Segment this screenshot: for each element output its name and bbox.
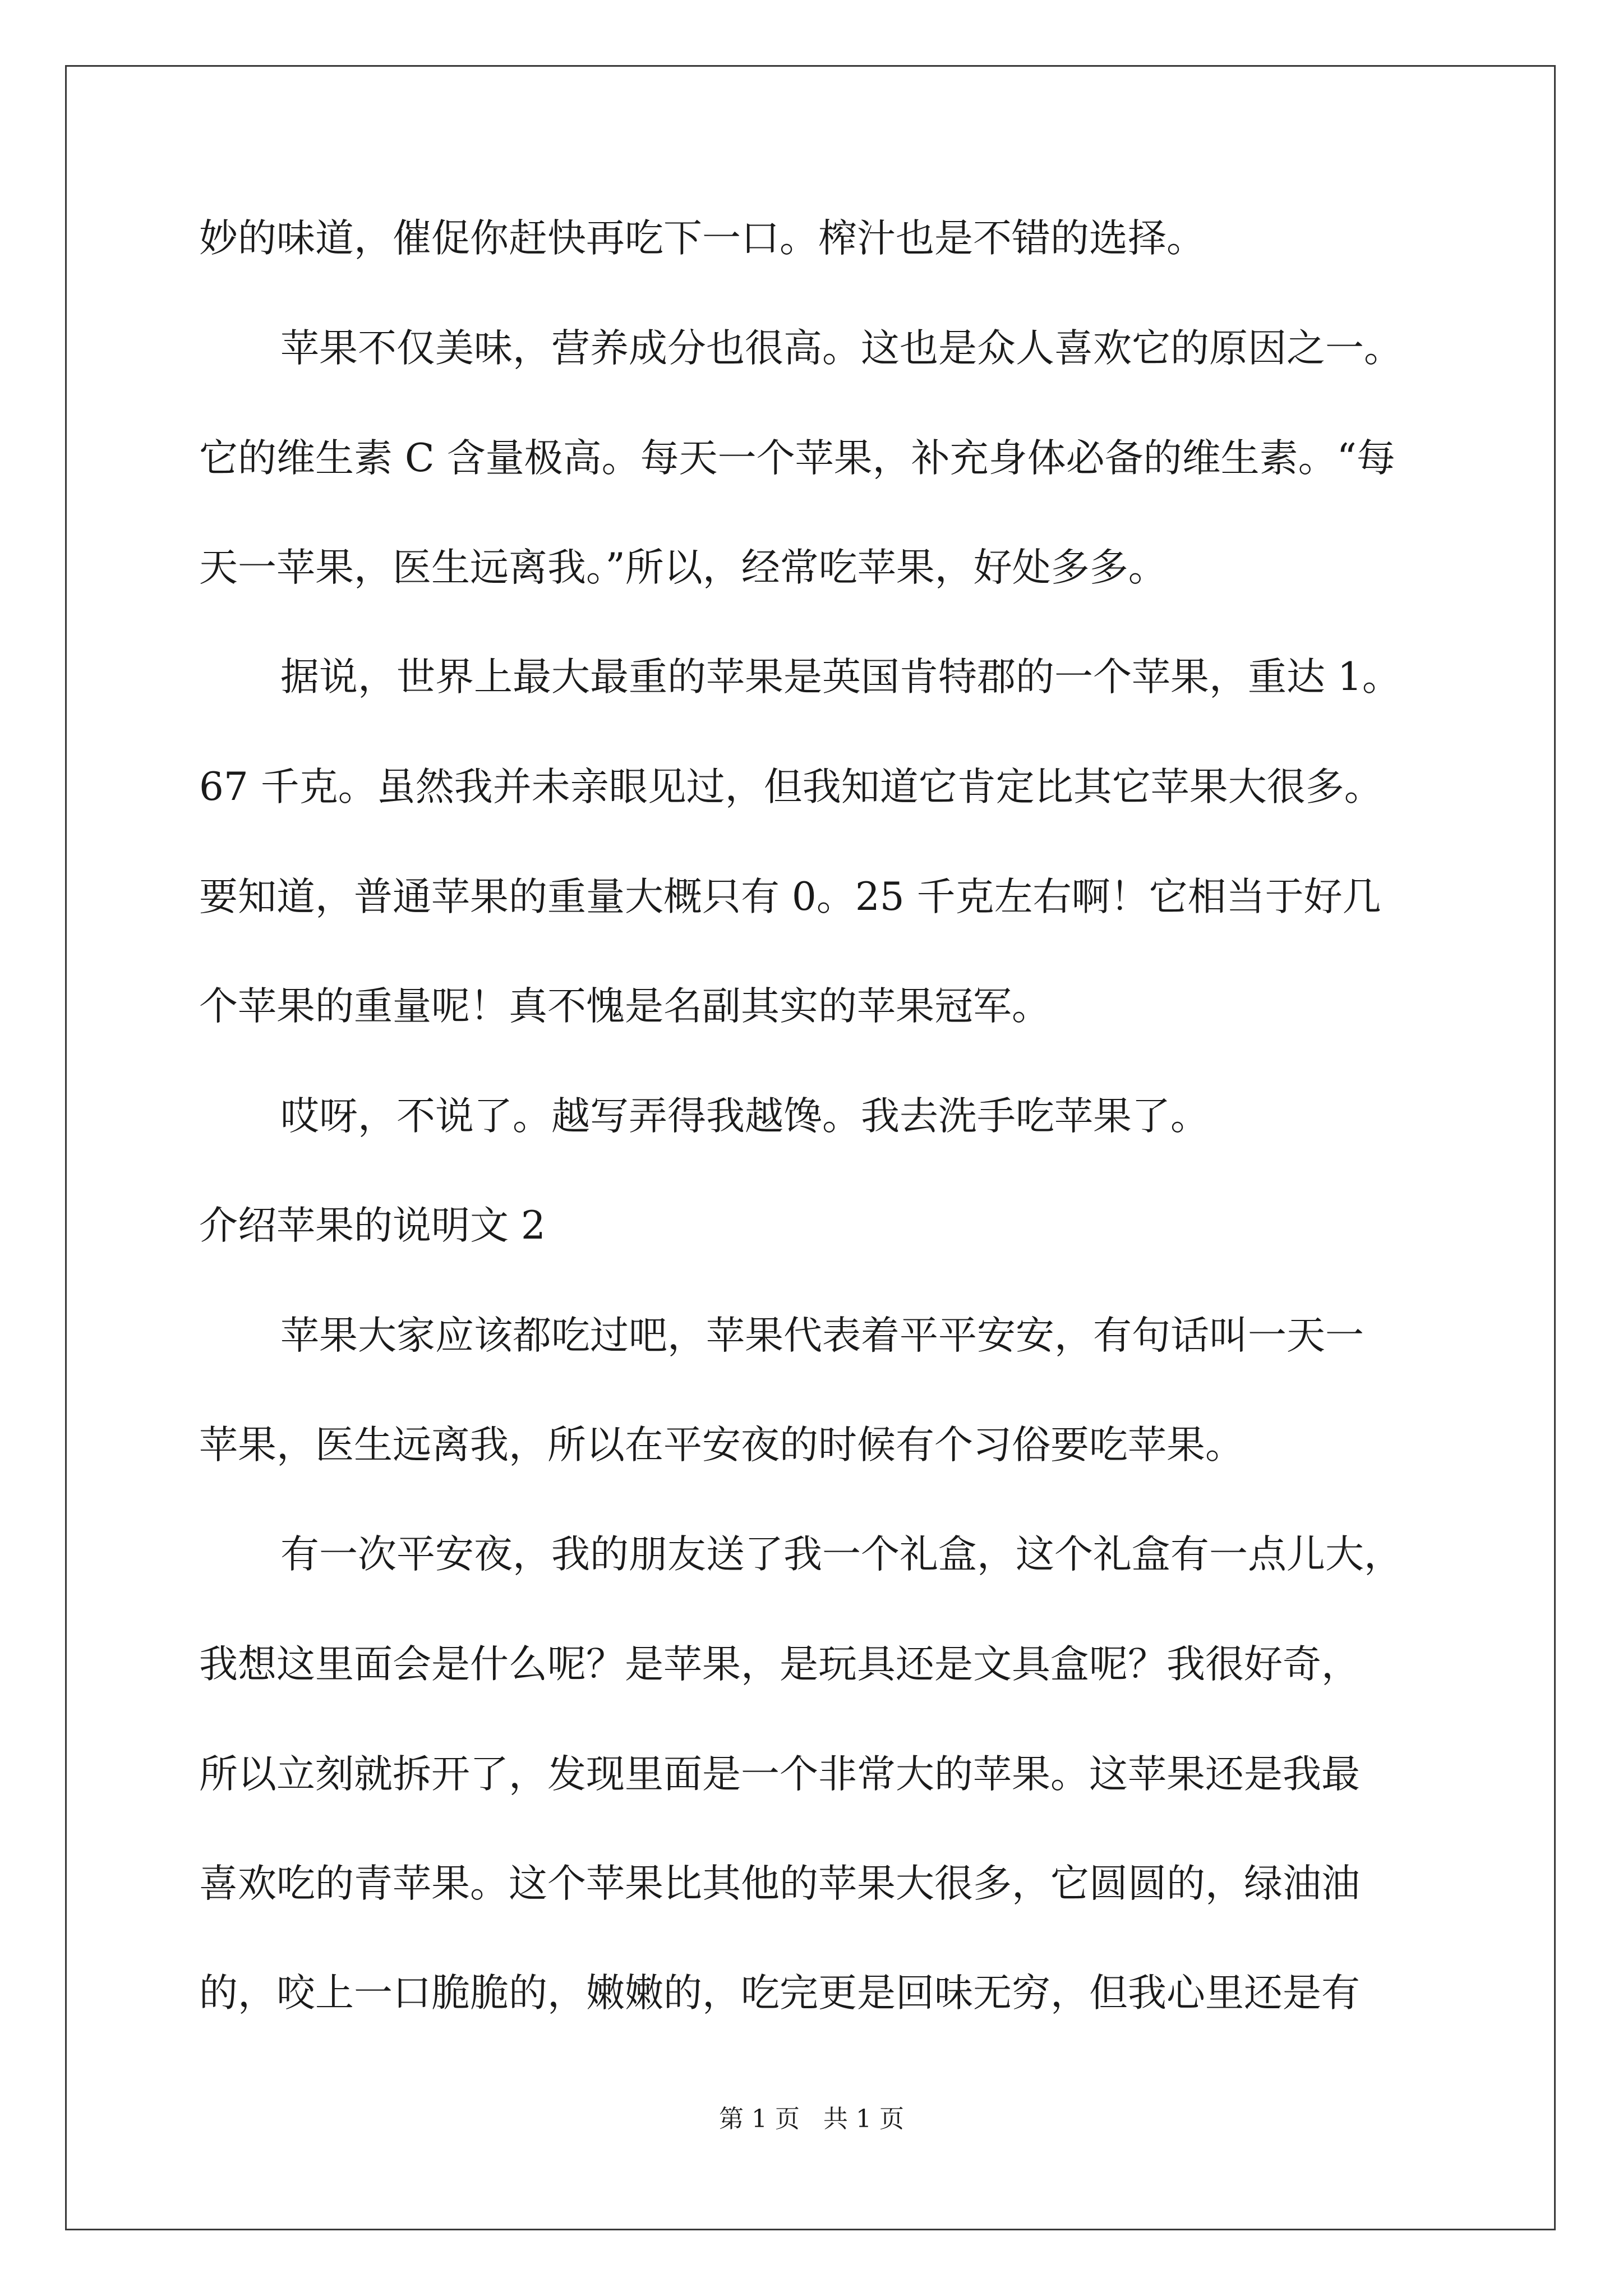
text-line: 天一苹果，医生远离我。”所以，经常吃苹果，好处多多。: [199, 545, 1167, 590]
text-line: 个苹果的重量呢！真不愧是名副其实的苹果冠军。: [199, 984, 1050, 1029]
text-line: 苹果，医生远离我，所以在平安夜的时候有个习俗要吃苹果。: [199, 1423, 1244, 1467]
text-line: 所以立刻就拆开了，发现里面是一个非常大的苹果。这苹果还是我最: [199, 1752, 1360, 1797]
page-footer: 第 1 页 共 1 页: [719, 2105, 904, 2133]
paragraph-start-line: 据说，世界上最大最重的苹果是英国肯特郡的一个苹果，重达 1。: [280, 655, 1401, 700]
text-line: 的，咬上一口脆脆的，嫩嫩的，吃完更是回味无穷，但我心里还是有: [199, 1971, 1360, 2016]
section-heading: 介绍苹果的说明文 2: [199, 1203, 546, 1248]
paragraph-start-line: 哎呀，不说了。越写弄得我越馋。我去洗手吃苹果了。: [280, 1094, 1209, 1139]
text-line: 喜欢吃的青苹果。这个苹果比其他的苹果大很多，它圆圆的，绿油油: [199, 1861, 1360, 1906]
paragraph-start-line: 有一次平安夜，我的朋友送了我一个礼盒，这个礼盒有一点儿大，: [280, 1532, 1403, 1577]
text-line: 要知道，普通苹果的重量大概只有 0。25 千克左右啊！它相当于好几: [199, 875, 1381, 919]
paragraph-start-line: 苹果大家应该都吃过吧，苹果代表着平平安安，有句话叫一天一: [280, 1313, 1364, 1358]
text-line: 妙的味道，催促你赶快再吃下一口。榨汁也是不错的选择。: [199, 216, 1205, 261]
text-line: 我想这里面会是什么呢？是苹果，是玩具还是文具盒呢？我很好奇，: [199, 1642, 1360, 1687]
text-line: 67 千克。虽然我并未亲眼见过，但我知道它肯定比其它苹果大很多。: [199, 765, 1383, 809]
paragraph-start-line: 苹果不仅美味，营养成分也很高。这也是众人喜欢它的原因之一。: [280, 326, 1403, 371]
text-line: 它的维生素 C 含量极高。每天一个苹果，补充身体必备的维生素。“每: [199, 436, 1395, 481]
